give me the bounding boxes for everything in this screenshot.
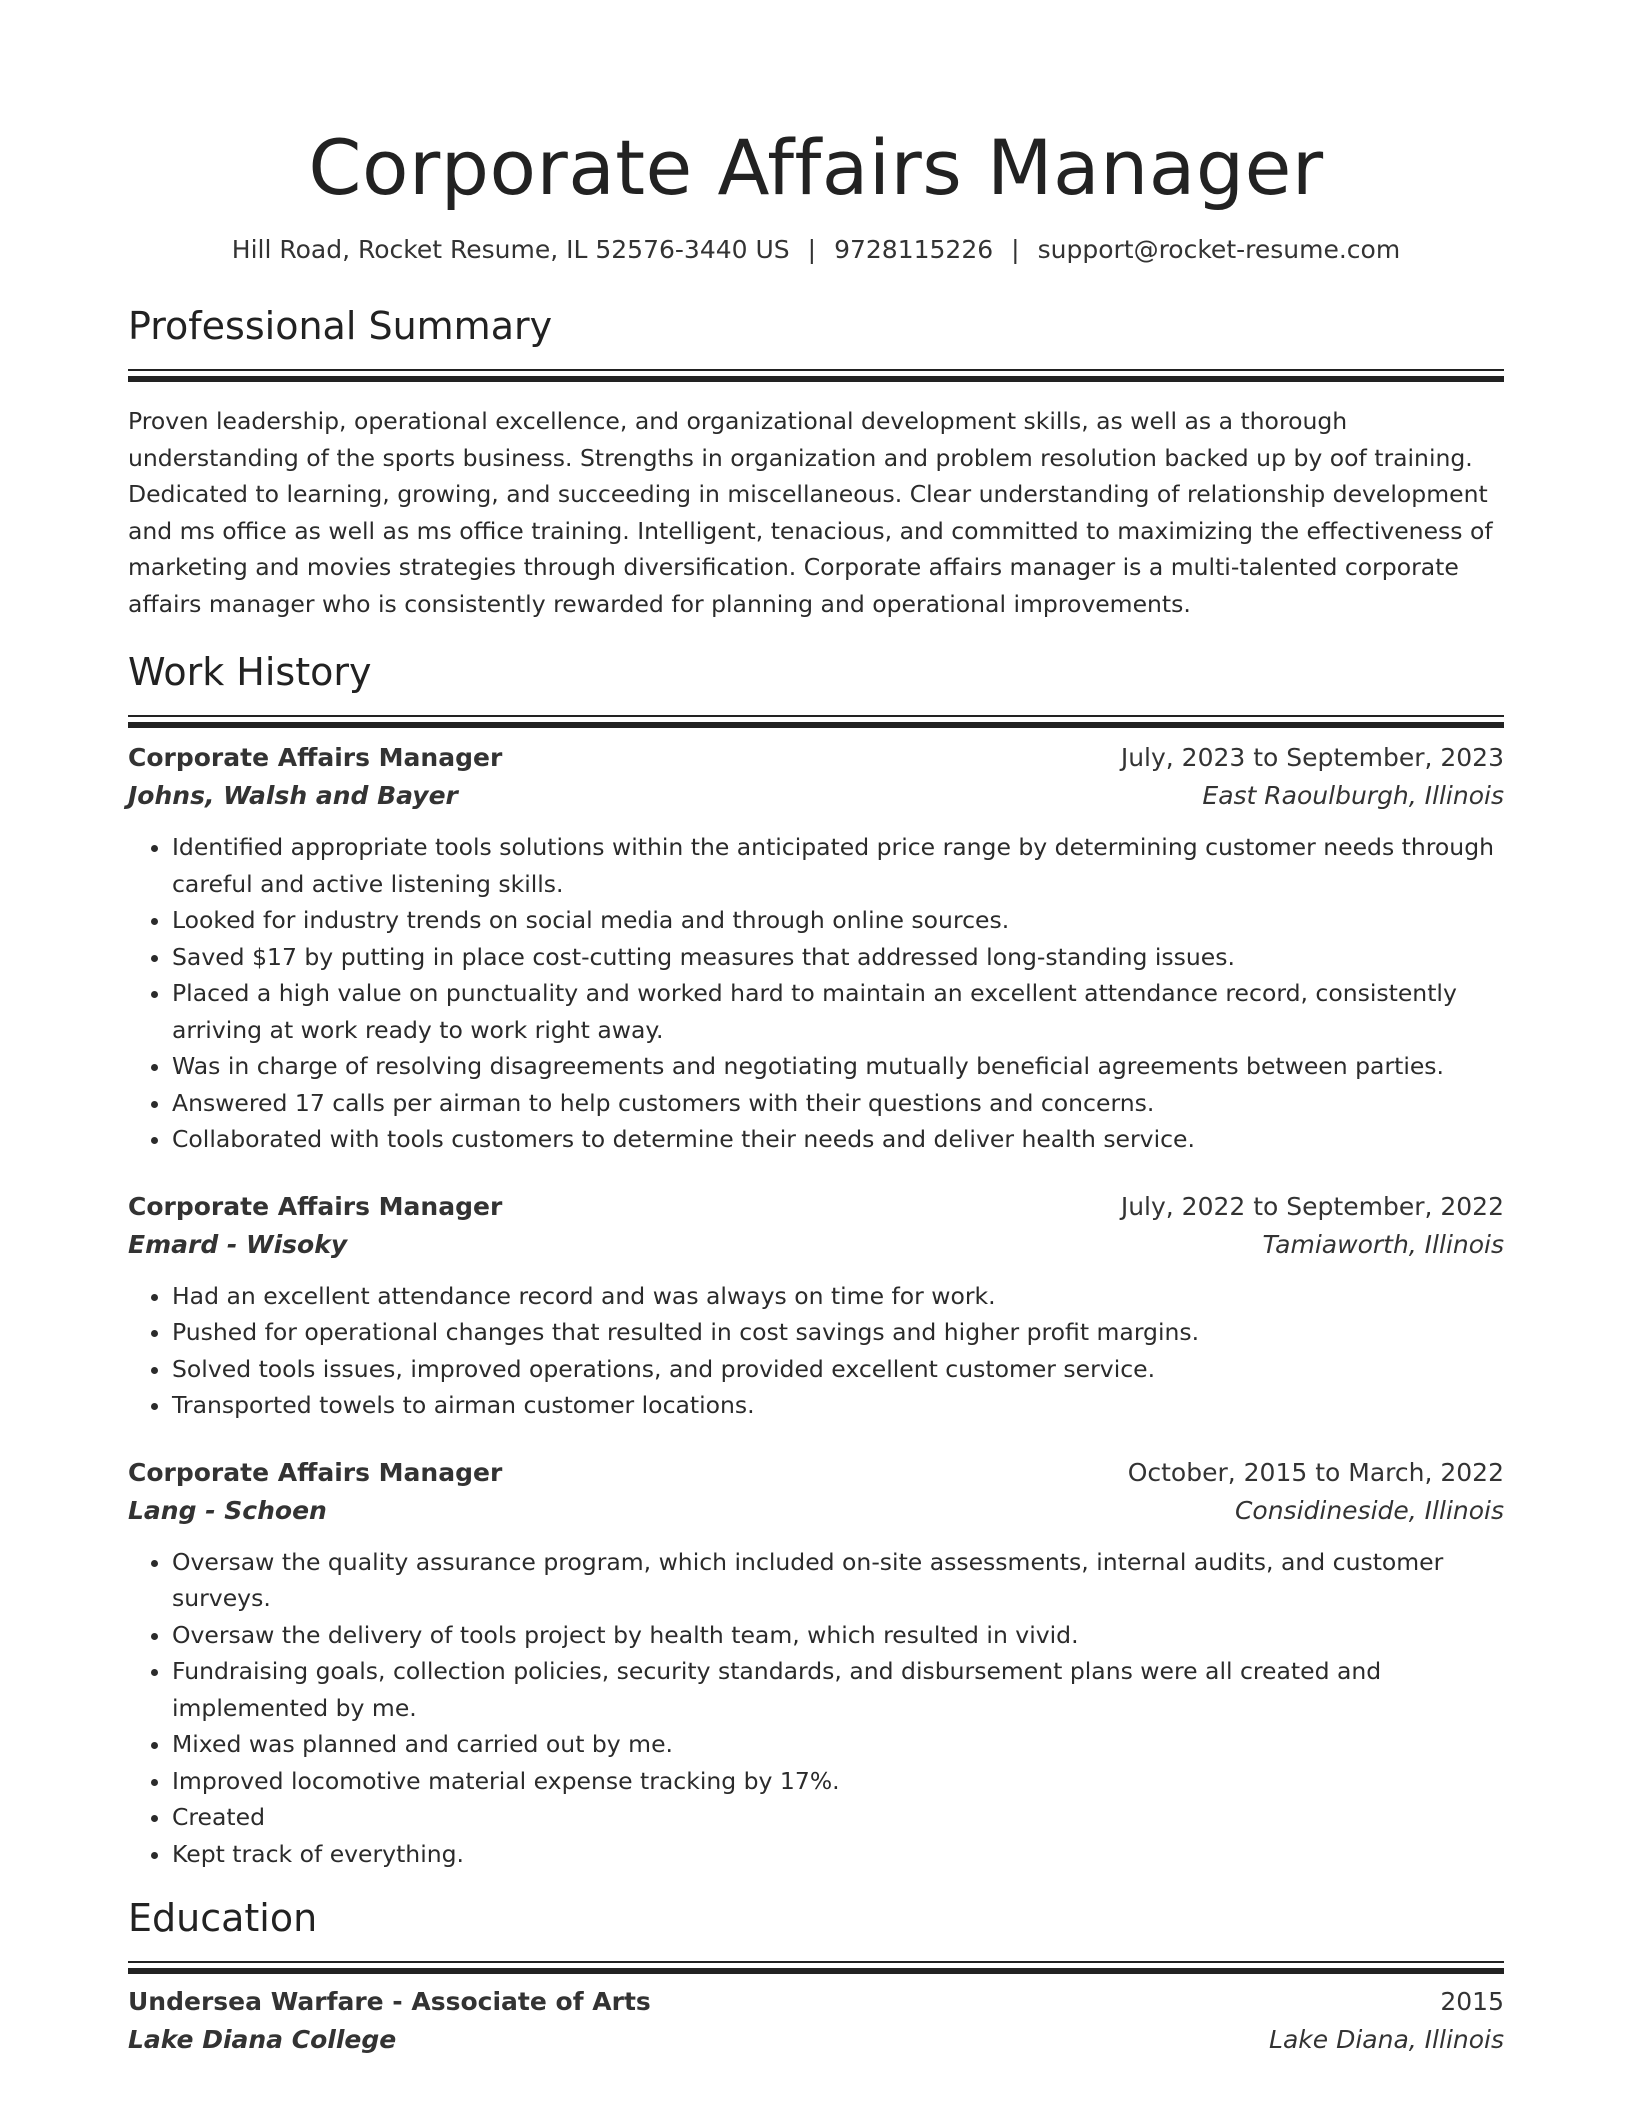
job-entry <box>128 1454 1504 1873</box>
job-dates: July, 2023 to September, 2023 <box>1120 743 1504 772</box>
job-location: Considineside, Illinois <box>1234 1495 1504 1525</box>
section-title-work-history: Work History <box>128 650 372 694</box>
job-entry <box>128 739 1504 1158</box>
resume-page <box>128 0 1504 2059</box>
bullet-item: • Oversaw the delivery of tools project by health team, which resulted in vivid. <box>172 1617 1504 1654</box>
job-location: East Raoulburgh, Illinois <box>1202 781 1504 810</box>
company-name: Lang - Schoen <box>128 1495 327 1525</box>
school-location: Lake Diana, Illinois <box>1269 2025 1504 2054</box>
bullet-item: • Identified appropriate tools solutions within the anticipated price range by determining customer needs through careful and active listening skills. <box>172 829 1504 902</box>
bullet-item: • Oversaw the quality assurance program, which included on-site assessments, internal audits, and customer surveys. <box>172 1544 1504 1617</box>
section-title-education: Education <box>128 1896 318 1940</box>
contact-separator: | <box>1011 235 1020 264</box>
job-location: Tamiaworth, Illinois <box>1262 1229 1504 1259</box>
bullet-item: • Pushed for operational changes that resulted in cost savings and higher profit margins. <box>172 1314 1504 1351</box>
work-history-section <box>128 648 1504 1872</box>
contact-line <box>128 234 1504 266</box>
section-divider <box>128 369 1504 371</box>
school-name: Lake Diana College <box>128 2025 397 2054</box>
bullet-item: • Kept track of everything. <box>172 1836 1504 1873</box>
job-bullets <box>128 829 1504 1158</box>
contact-address: Hill Road, Rocket Resume, IL 52576-3440 US <box>231 235 790 264</box>
job-entry <box>128 1188 1504 1424</box>
graduation-year: 2015 <box>1440 1987 1504 2016</box>
section-divider <box>128 715 1504 717</box>
education-section <box>128 1894 1504 2059</box>
job-title: Corporate Affairs Manager <box>128 1457 503 1487</box>
bullet-item: • Placed a high value on punctuality and worked hard to maintain an excellent attendance record, consistently arriving at work ready to work right away. <box>172 975 1504 1048</box>
job-dates: July, 2022 to September, 2022 <box>1120 1191 1504 1221</box>
candidate-name: Corporate Affairs Manager <box>308 123 1324 212</box>
company-name: Emard - Wisoky <box>128 1229 348 1259</box>
bullet-item: • Mixed was planned and carried out by me. <box>172 1726 1504 1763</box>
summary-section <box>128 302 1504 622</box>
bullet-item: • Looked for industry trends on social media and through online sources. <box>172 902 1504 939</box>
bullet-item: • Created <box>172 1799 1504 1836</box>
summary-text: Proven leadership, operational excellence, and organizational development skills, as well as a thorough understanding of the sports business. Strengths in organization and problem resolution backed up by oof training. Dedicated to learning, growing, and succeeding in miscellaneous. Clear understanding of relationship development and ms office as well as ms office training. Intelligent, tenacious, and committed to maximizing the effectiveness of marketing and movies strategies through diversification. Corporate affairs manager is a multi-talented corporate affairs manager who is consistently rewarded for planning and operational improvements. <box>128 407 1493 618</box>
job-title: Corporate Affairs Manager <box>128 743 503 772</box>
bullet-item: • Fundraising goals, collection policies, security standards, and disbursement plans were all created and implemented by me. <box>172 1653 1504 1726</box>
bullet-item: • Improved locomotive material expense tracking by 17%. <box>172 1763 1504 1800</box>
bullet-item: • Was in charge of resolving disagreements and negotiating mutually beneficial agreements between parties. <box>172 1048 1504 1085</box>
bullet-item: • Had an excellent attendance record and was always on time for work. <box>172 1278 1504 1315</box>
section-title-summary: Professional Summary <box>128 304 553 348</box>
degree: Undersea Warfare - Associate of Arts <box>128 1987 651 2016</box>
bullet-item: • Collaborated with tools customers to determine their needs and deliver health service. <box>172 1121 1504 1158</box>
bullet-item: • Solved tools issues, improved operations, and provided excellent customer service. <box>172 1351 1504 1388</box>
job-bullets <box>128 1544 1504 1873</box>
job-bullets <box>128 1278 1504 1424</box>
job-title: Corporate Affairs Manager <box>128 1191 503 1221</box>
company-name: Johns, Walsh and Bayer <box>128 781 458 810</box>
contact-separator: | <box>807 235 817 264</box>
bullet-item: • Saved $17 by putting in place cost-cutting measures that addressed long-standing issues. <box>172 939 1504 976</box>
education-entry <box>128 1983 1504 2059</box>
contact-phone: 9728115226 <box>834 235 994 264</box>
job-dates: October, 2015 to March, 2022 <box>1127 1457 1504 1487</box>
bullet-item: • Answered 17 calls per airman to help customers with their questions and concerns. <box>172 1085 1504 1122</box>
bullet-item: • Transported towels to airman customer locations. <box>172 1387 1504 1424</box>
section-divider <box>128 1961 1504 1963</box>
contact-email: support@rocket-resume.com <box>1037 235 1401 264</box>
